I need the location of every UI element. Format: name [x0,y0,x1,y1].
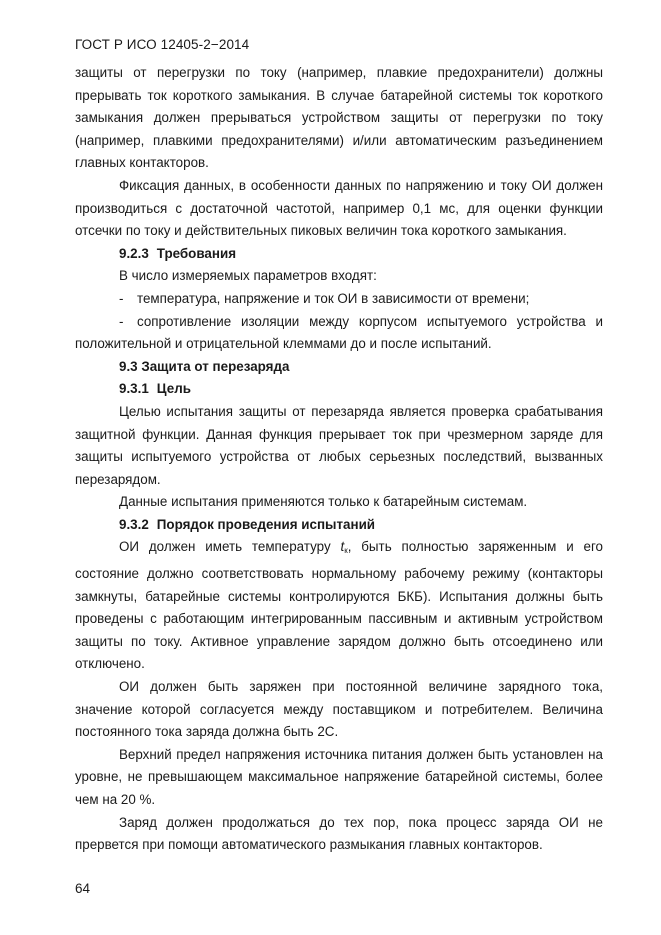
paragraph-data-capture: Фиксация данных, в особенности данных по напряжению и току ОИ должен производиться с достаточной частотой, например 0,1 мс, для оценки функции отсечки по току и действительных пиковых величин тока короткого замыкания. [75,177,603,239]
paragraph-charge-current: ОИ должен быть заряжен при постоянной величине зарядного тока, значение которой согласуется между поставщиком и потребителем. Величина постоянного тока заряда должна быть 2С. [75,679,603,740]
heading-title: Требования [156,245,237,261]
paragraph-charge-termination: Заряд должен продолжаться до тех пор, пока процесс заряда ОИ не прервется при помощи автоматического размыкания главных контакторов. [75,814,603,853]
heading-number: 9.2.3 [119,245,149,261]
list-item-text: температура, напряжение и ток ОИ в зависимости от времени; [137,290,530,306]
temperature-subscript: к [344,546,348,556]
heading-number: 9.3.2 [119,516,149,532]
temperature-symbol: t [340,539,345,555]
heading-title: Порядок проведения испытаний [156,516,376,532]
heading-number: 9.3.1 [119,381,149,397]
list-item-text: сопротивление изоляции между корпусом испытуемого устройства и положительной и отрицательной клеммами до и после испытаний. [75,313,603,352]
paragraph-voltage-limit: Верхний предел напряжения источника питания должен быть установлен на уровне, не превышающем максимальное напряжение батарейной системы, более чем на 20 %. [75,746,603,807]
heading-9-3: 9.3 Защита от перезаряда [119,358,290,374]
paragraph-applicability: Данные испытания применяются только к батарейным системам. [119,494,528,510]
heading-9-3-1 [75,378,603,401]
page-number: 64 [75,881,91,896]
list-dash: - [119,290,124,306]
page-content [75,62,603,857]
standard-header: ГОСТ Р ИСО 12405-2−2014 [75,37,250,52]
list-dash: - [119,313,124,329]
paragraph-dut-temperature [75,536,603,676]
paragraph-test-purpose: Целью испытания защиты от перезаряда является проверка срабатывания защитной функции. Данная функция прерывает ток при чрезмерном заряде для защиты испытуемого устройства от любых серьезных последствий, вызванных перезарядом. [75,403,603,487]
text-segment: ОИ должен иметь температуру [119,539,341,555]
heading-9-2-3 [75,243,603,266]
list-item [75,311,603,356]
heading-title: Цель [156,381,191,397]
text-segment: , быть полностью заряженным и его состояние должно соответствовать нормальному рабочему режиму (контакторы замкнуты, батарейные системы контролируются БКБ). Испытания должны быть проведены с работающим интегрированным пассивным и активным устройством защиты по току. Активное управление зарядом должно быть отсоединено или отключено. [75,539,603,672]
paragraph-measured-params: В число измеряемых параметров входят: [119,268,377,284]
paragraph-overload-protection: защиты от перегрузки по току (например, плавкие предохранители) должны прерывать ток короткого замыкания. В случае батарейной системы ток короткого замыкания должен прерываться устройством защиты от перегрузки по току (например, плавкими предохранителями) и/или автоматическим разъединением главных контакторов. [75,65,603,171]
heading-9-3-2 [75,514,603,537]
list-item [75,288,603,311]
